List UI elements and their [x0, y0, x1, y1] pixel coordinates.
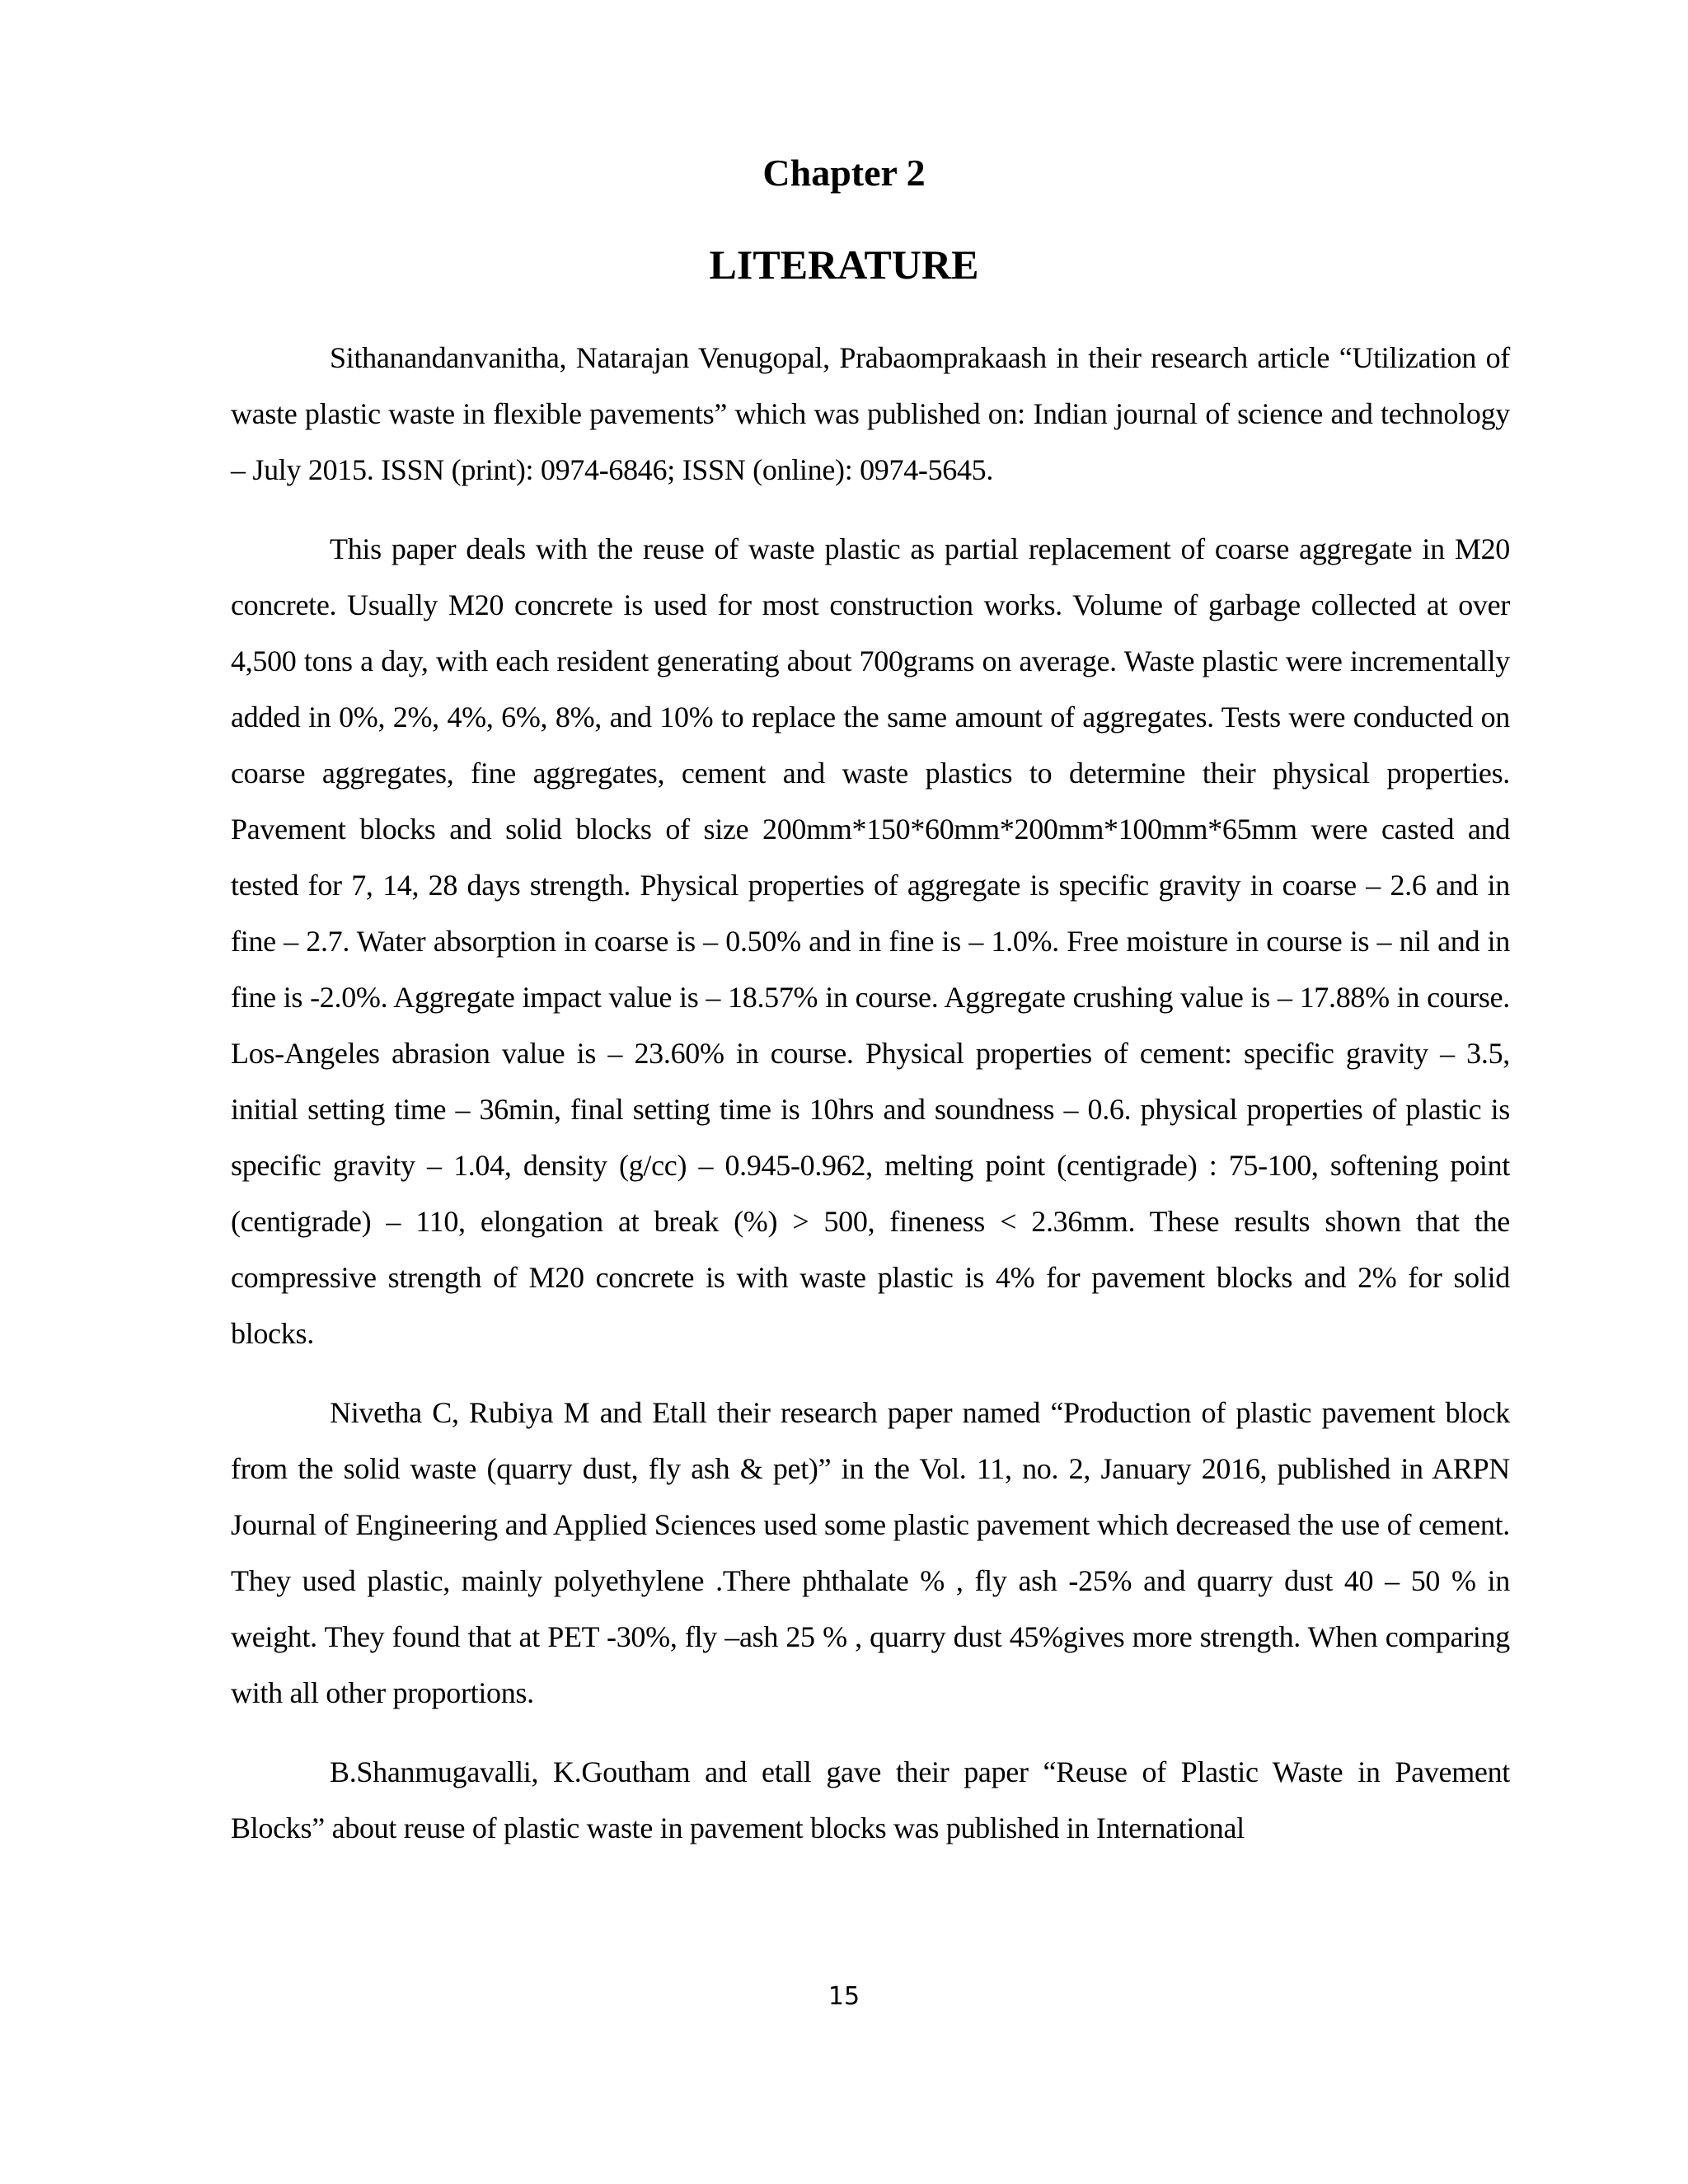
paragraph-2: This paper deals with the reuse of waste plastic as partial replacement of coarse aggregate in M20 concrete. Usually M20 concrete is used for most construction works. Volume of garbage collected at over 4,500 tons a day, with each resident generating about 700grams on average. Waste plastic were incrementally added in 0%, 2%, 4%, 6%, 8%, and 10% to replace the same amount of aggregates. Tests were conducted on coarse aggregates, fine aggregates, cement and waste plastics to determine their physical properties. Pavement blocks and solid blocks of size 200mm*150*60mm*200mm*100mm*65mm were casted and tested for 7, 14, 28 days strength. Physical properties of aggregate is specific gravity in coarse – 2.6 and in fine – 2.7. Water absorption in coarse is – 0.50% and in fine is – 1.0%. Free moisture in course is – nil and in fine is -2.0%. Aggregate impact value is – 18.57% in course. Aggregate crushing value is – 17.88% in course. Los-Angeles abrasion value is – 23.60% in course. Physical properties of cement: specific gravity – 3.5, initial setting time – 36min, final setting time is 10hrs and soundness – 0.6. physical properties of plastic is specific gravity – 1.04, density (g/cc) – 0.945-0.962, melting point (centigrade) : 75-100, softening point (centigrade) – 110, elongation at break (%) > 500, fineness < 2.36mm. These results shown that the compressive strength of M20 concrete is with waste plastic is 4% for pavement blocks and 2% for solid blocks. — [231, 532, 1510, 1350]
page-number: 15 — [828, 1982, 860, 2011]
body-text — [231, 330, 1510, 1879]
section-heading: LITERATURE — [709, 241, 979, 288]
chapter-label: Chapter 2 — [762, 152, 926, 194]
paragraph-3: Nivetha C, Rubiya M and Etall their research paper named “Production of plastic pavement block from the solid waste (quarry dust, fly ash & pet)” in the Vol. 11, no. 2, January 2016, published in ARPN Journal of Engineering and Applied Sciences used some plastic pavement which decreased the use of cement. They used plastic, mainly polyethylene .There phthalate % , fly ash -25% and quarry dust 40 – 50 % in weight. They found that at PET -30%, fly –ash 25 % , quarry dust 45%gives more strength. When comparing with all other proportions. — [231, 1396, 1510, 1709]
paragraph-4: B.Shanmugavalli, K.Goutham and etall gave their paper “Reuse of Plastic Waste in Pavement Blocks” about reuse of plastic waste in pavement blocks was published in International — [231, 1755, 1510, 1844]
paragraph-1: Sithanandanvanitha, Natarajan Venugopal, Prabaomprakaash in their research article “Utilization of waste plastic waste in flexible pavements” which was published on: Indian journal of science and technology – July 2015. ISSN (print): 0974-6846; ISSN (online): 0974-5645. — [231, 341, 1510, 486]
